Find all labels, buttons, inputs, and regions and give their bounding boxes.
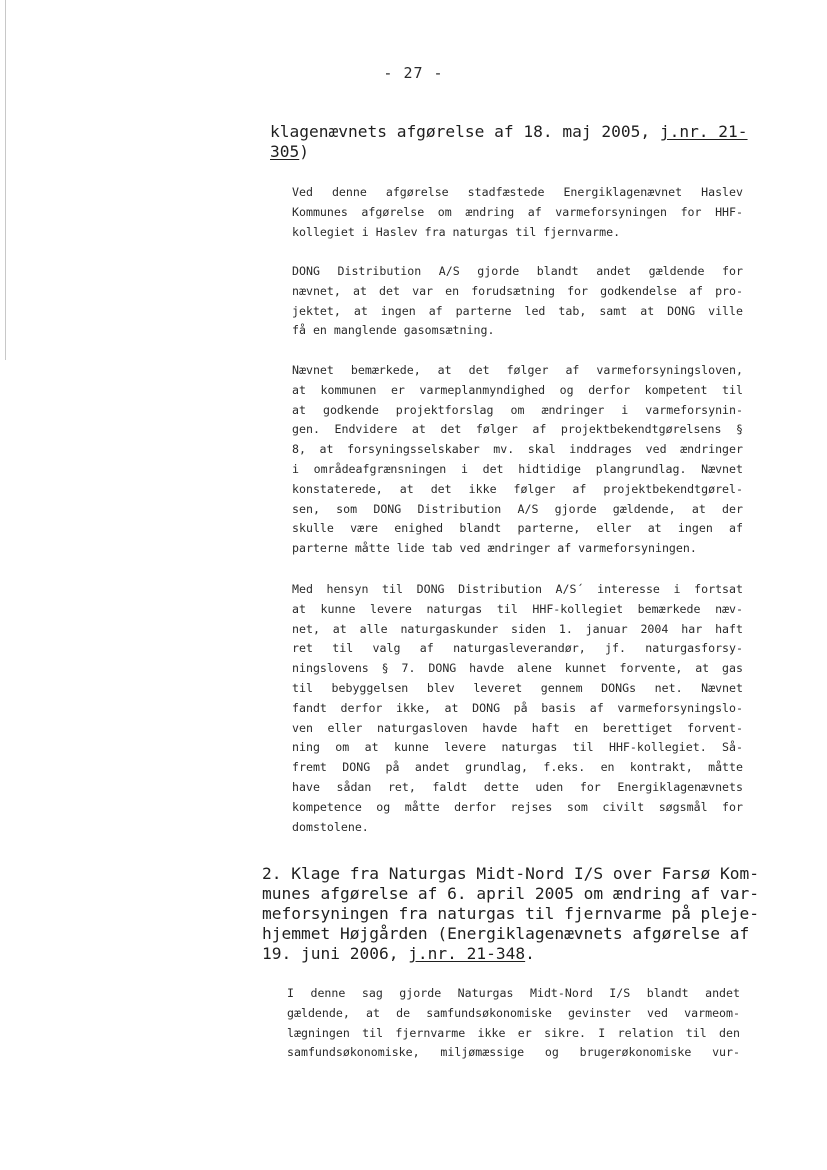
text-line: at godkende projektforslag om ændringer i varmeforsynin- — [292, 402, 743, 417]
text-line: ven eller naturgasloven havde haft en berettiget forvent- — [292, 720, 743, 735]
text-line: i områdeafgrænsningen i det hidtidige plangrundlag. Nævnet — [292, 461, 743, 476]
text-line: DONG Distribution A/S gjorde blandt andet gældende for — [292, 264, 743, 278]
heading-text: ) — [299, 142, 309, 161]
heading-line — [262, 944, 742, 964]
text-line: sen, som DONG Distribution A/S gjorde gældende, at der — [292, 501, 743, 516]
text-line: at kommunen er varmeplanmyndighed og derfor kompetent til — [292, 382, 743, 397]
text-line: lægningen til fjernvarme ikke er sikre. I relation til den — [287, 1025, 740, 1040]
text-line: fandt derfor ikke, at DONG på basis af varmeforsyningslo- — [292, 700, 743, 715]
heading-line — [270, 122, 748, 142]
text-line: nævnet, at det var en forudsætning for godkendelse af pro- — [292, 283, 743, 298]
heading-text: 19. juni 2006, — [262, 944, 409, 963]
text-line: jektet, at ingen af parterne led tab, samt at DONG ville — [292, 303, 743, 318]
text-line: kompetence og måtte derfor rejses som civilt søgsmål for — [292, 799, 743, 814]
page-number: - 27 - — [383, 64, 444, 82]
text-line: ret til valg af naturgasleverandør, jf. naturgasforsy- — [292, 641, 743, 656]
paragraph — [292, 262, 743, 341]
section-2-heading — [262, 864, 760, 964]
text-line: 8, at forsyningsselskaber mv. skal inddrages ved ændringer — [292, 442, 743, 457]
case-reference: j.nr. 21-348 — [408, 944, 526, 963]
heading-line: 2. Klage fra Naturgas Midt-Nord I/S over Farsø Kom- — [262, 864, 760, 883]
paragraph — [292, 183, 743, 242]
text-line: gen. Endvidere at det følger af projektbekendtgørelsens § — [292, 422, 743, 437]
paragraph — [287, 984, 740, 1063]
text-line: net, at alle naturgaskunder siden 1. januar 2004 har haft — [292, 621, 743, 636]
heading-line: meforsyningen fra naturgas til fjernvarme på pleje- — [262, 904, 760, 923]
case-reference: j.nr. 21- — [659, 122, 748, 141]
text-line: ningslovens § 7. DONG havde alene kunnet forvente, at gas — [292, 661, 743, 676]
text-line: skulle være enighed blandt parterne, eller at ingen af — [292, 521, 743, 536]
text-line: at kunne levere naturgas til HHF-kollegiet bemærkede næv- — [292, 601, 743, 616]
text-line: kollegiet i Haslev fra naturgas til fjernvarme. — [292, 224, 621, 239]
text-line: til bebyggelsen blev leveret gennem DONGs net. Nævnet — [292, 680, 743, 695]
text-line: konstaterede, at det ikke følger af projektbekendtgørel- — [292, 481, 743, 496]
paragraph — [292, 361, 743, 559]
text-line: gældende, at de samfundsøkonomiske gevinster ved varmeom- — [287, 1005, 740, 1020]
case-reference: 305 — [270, 142, 300, 161]
section-1-heading — [270, 122, 748, 162]
text-line: Kommunes afgørelse om ændring af varmeforsyningen for HHF- — [292, 204, 743, 219]
text-line: fremt DONG på andet grundlag, f.eks. en kontrakt, måtte — [292, 760, 743, 775]
heading-text: . — [525, 944, 535, 963]
scan-edge-line — [5, 0, 6, 360]
paragraph — [292, 580, 743, 837]
text-line: ning om at kunne levere naturgas til HHF-kollegiet. Så- — [292, 740, 743, 755]
text-line: have sådan ret, faldt dette uden for Energiklagenævnets — [292, 779, 743, 794]
text-line: få en manglende gasomsætning. — [292, 323, 495, 338]
heading-text: klagenævnets afgørelse af 18. maj 2005, — [270, 122, 660, 141]
text-line: I denne sag gjorde Naturgas Midt-Nord I/S blandt andet — [287, 986, 740, 1000]
text-line: Nævnet bemærkede, at det følger af varmeforsyningsloven, — [292, 363, 743, 377]
text-line: samfundsøkonomiske, miljømæssige og brugerøkonomiske vur- — [287, 1045, 740, 1060]
heading-line: hjemmet Højgården (Energiklagenævnets afgørelse af — [262, 924, 750, 943]
heading-line: munes afgørelse af 6. april 2005 om ændring af var- — [262, 884, 760, 903]
heading-line — [270, 142, 730, 162]
text-line: Ved denne afgørelse stadfæstede Energiklagenævnet Haslev — [292, 185, 743, 199]
text-line: domstolene. — [292, 819, 369, 834]
text-line: Med hensyn til DONG Distribution A/S´ interesse i fortsat — [292, 582, 743, 596]
text-line: parterne måtte lide tab ved ændringer af varmeforsyningen. — [292, 541, 697, 556]
